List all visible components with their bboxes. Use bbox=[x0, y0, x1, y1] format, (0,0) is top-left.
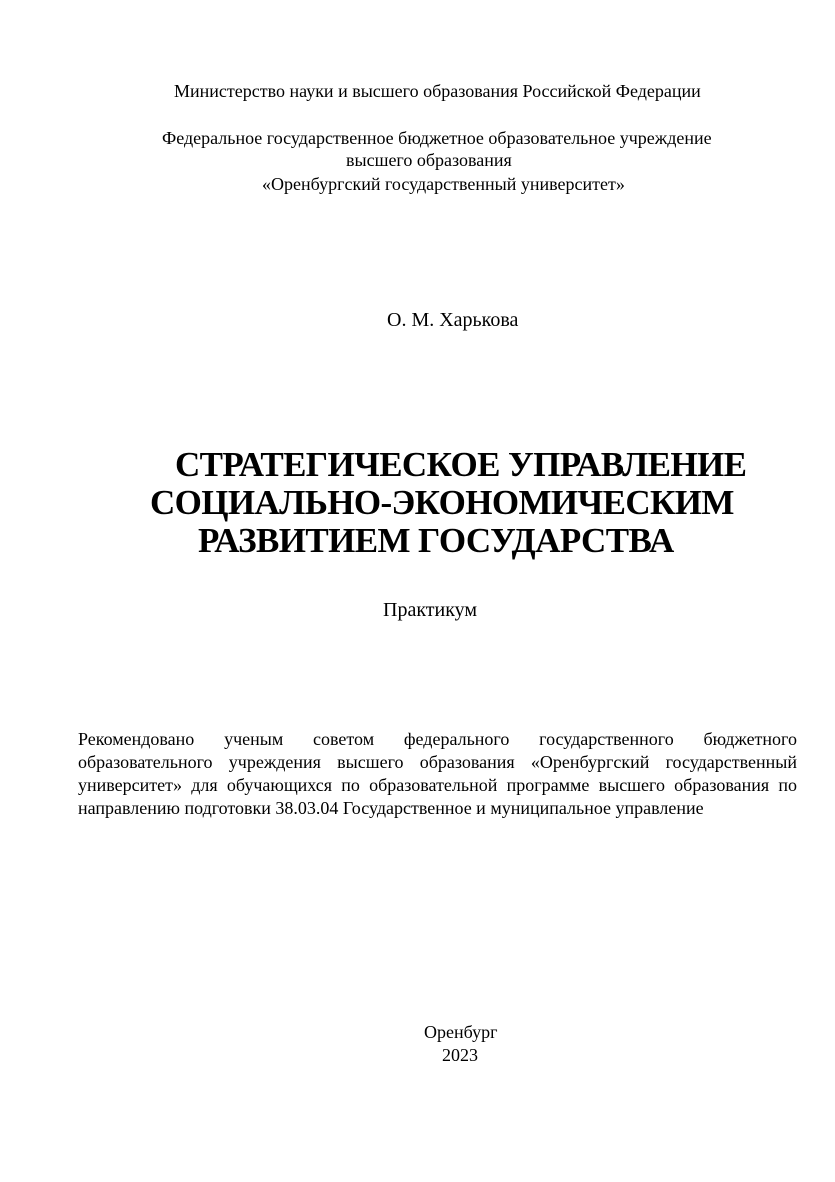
book-title-line-2: СОЦИАЛЬНО-ЭКОНОМИЧЕСКИМ bbox=[150, 483, 734, 522]
book-subtitle: Практикум bbox=[383, 599, 478, 621]
author-name: О. М. Харькова bbox=[387, 309, 519, 331]
institution-line-2: высшего образования bbox=[346, 150, 512, 170]
recommendation-paragraph: Рекомендовано ученым советом федерального государственного бюджетного образовательного учреждения высшего образования «Оренбургский государственный университет» для обучающихся по образовательной программе высшего образования по направлению подготовки 38.03.04 Государственное и муниципальное управление bbox=[78, 729, 797, 818]
ministry-name: Министерство науки и высшего образования Российской Федерации bbox=[174, 81, 701, 101]
institution-line-3: «Оренбургский государственный университет» bbox=[262, 174, 625, 194]
institution-line-1: Федеральное государственное бюджетное образовательное учреждение bbox=[162, 128, 712, 148]
book-title-line-3: РАЗВИТИЕМ ГОСУДАРСТВА bbox=[198, 521, 674, 560]
publication-city: Оренбург bbox=[424, 1022, 498, 1042]
book-title-line-1: СТРАТЕГИЧЕСКОЕ УПРАВЛЕНИЕ bbox=[175, 445, 747, 484]
publication-year: 2023 bbox=[442, 1045, 478, 1065]
